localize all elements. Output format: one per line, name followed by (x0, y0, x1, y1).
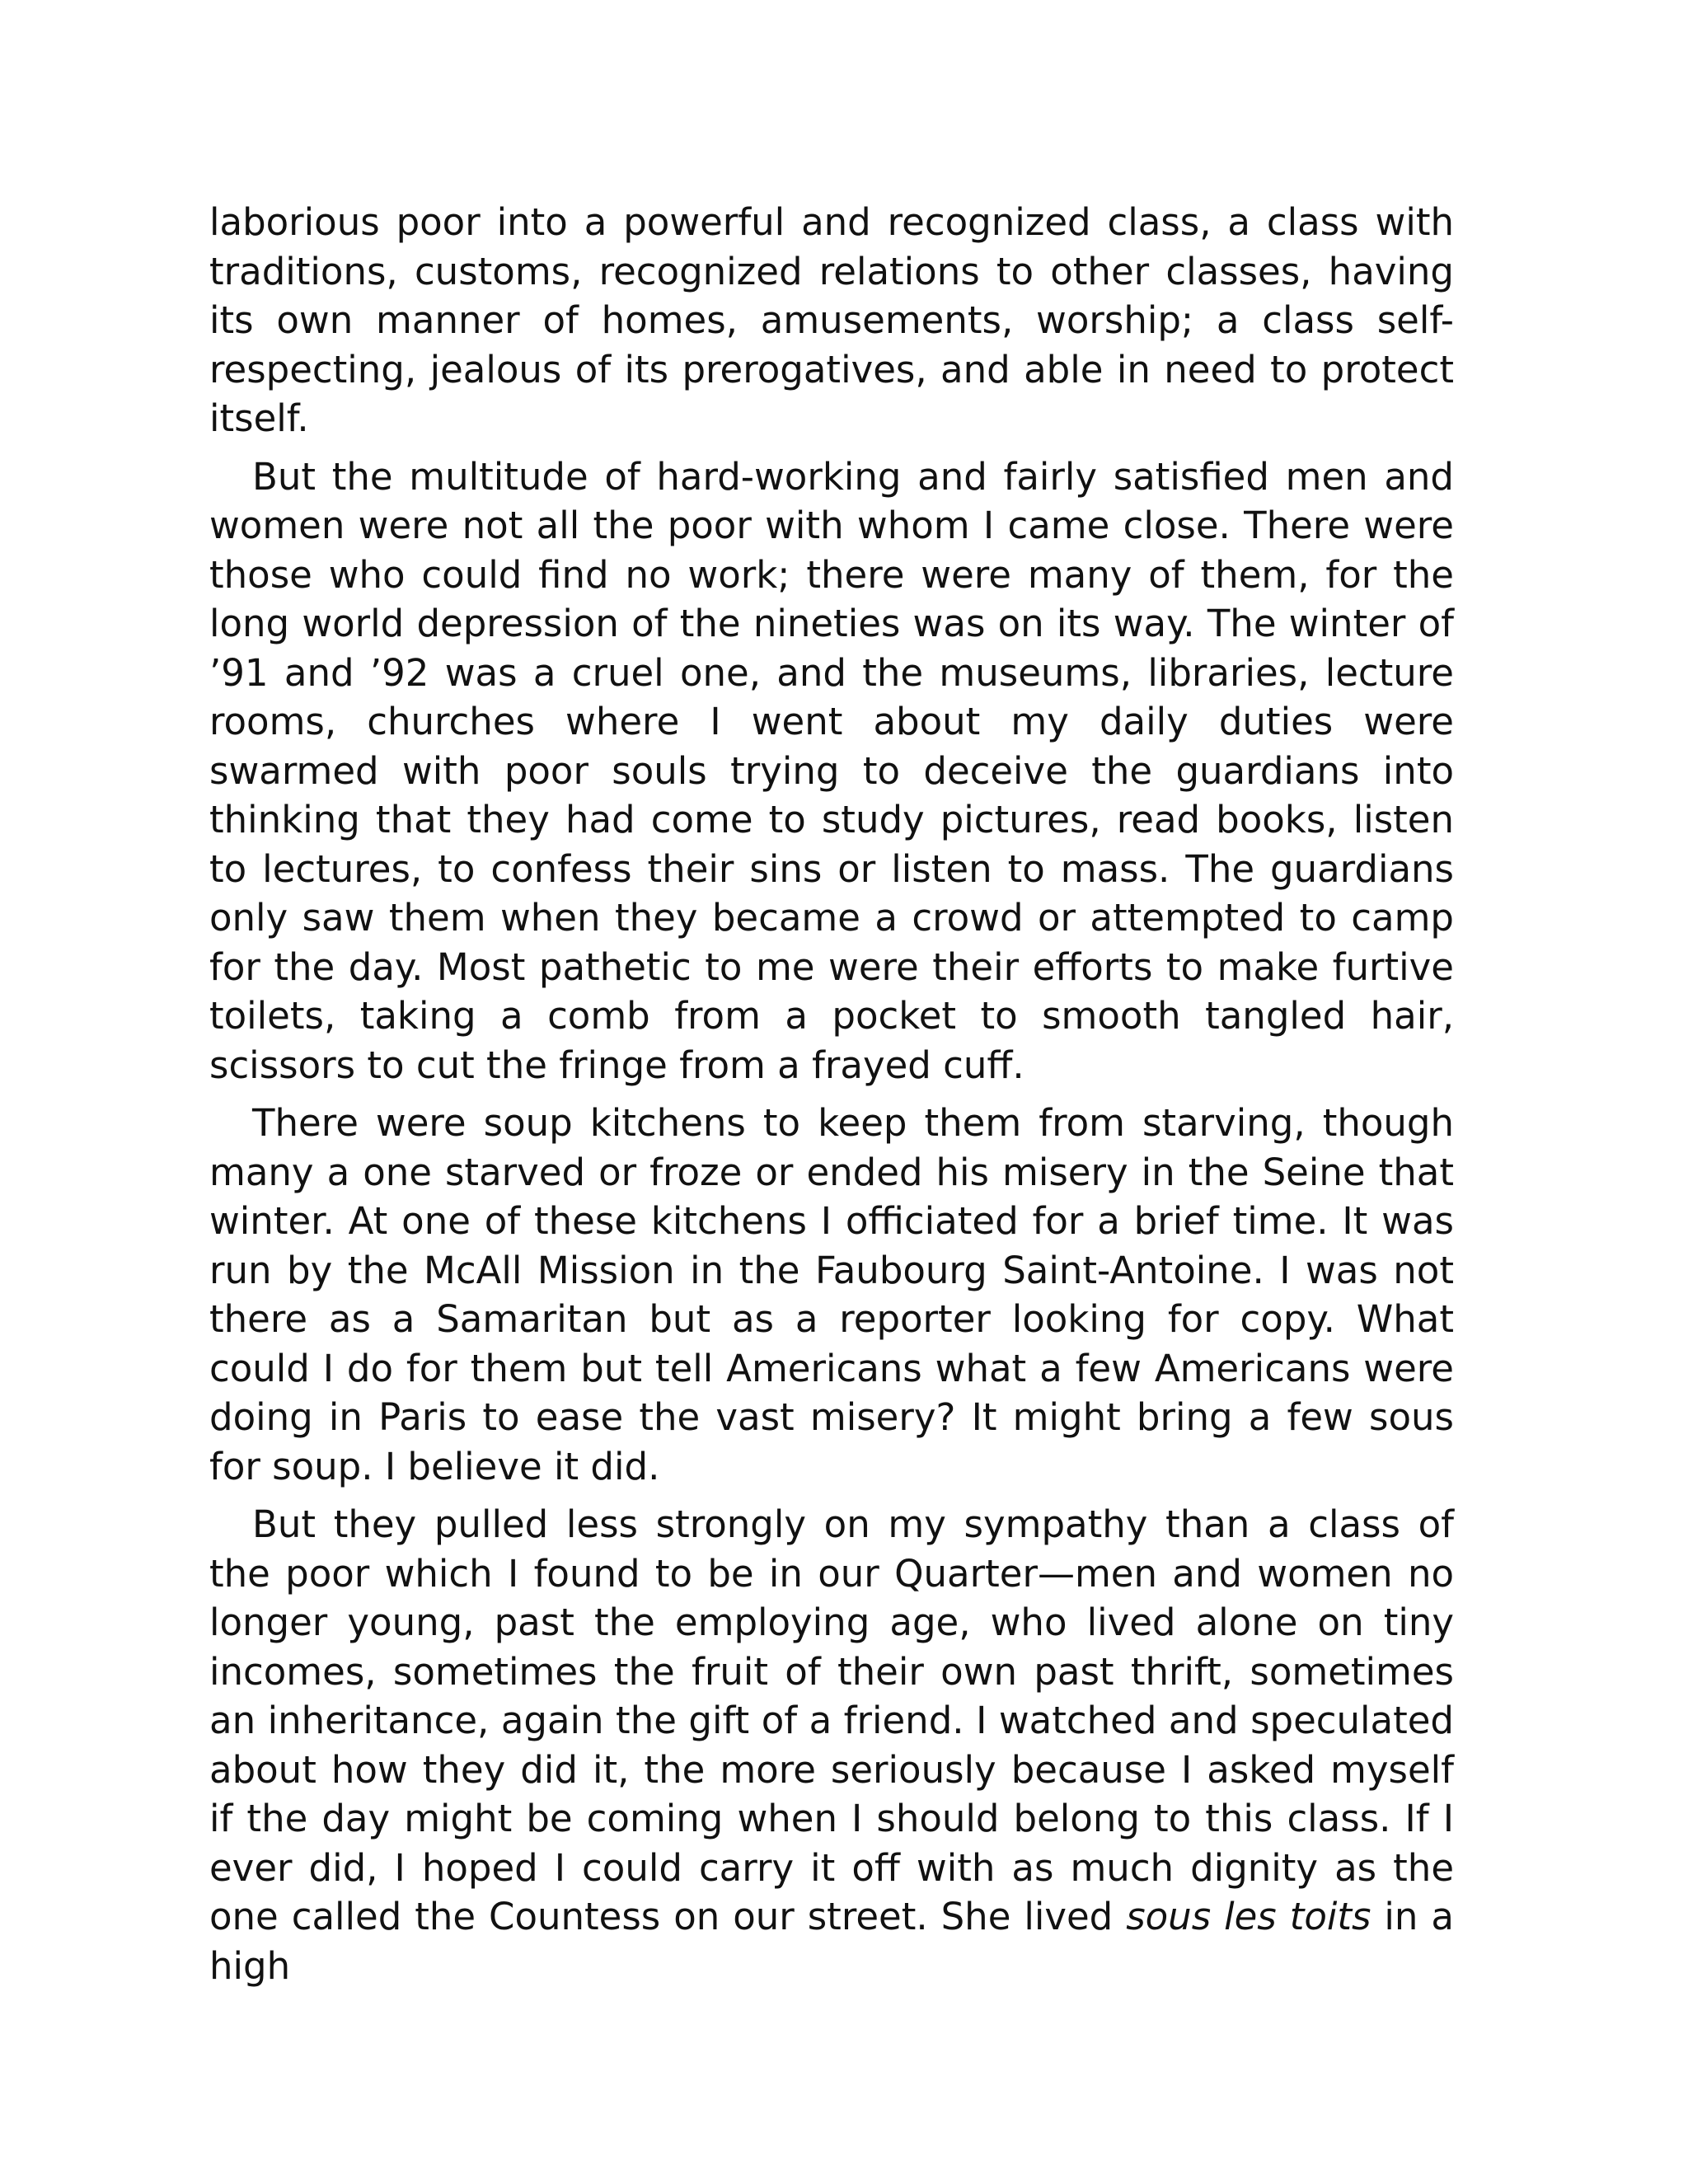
paragraph-1-text: laborious poor into a powerful and recognized class, a class with traditions, customs, recognized relations to other classes, having its own manner of homes, amusements, worship; a class self-respecting, jealous of its prerogatives, and able in need to protect itself. (209, 200, 1454, 440)
paragraph-2-text: But the multitude of hard-working and fairly satisfied men and women were not all the poor with whom I came close. There were those who could find no work; there were many of them, for the long world depression of the nineties was on its way. The winter of ’91 and ’92 was a cruel one, and the museums, libraries, lecture rooms, churches where I went about my daily duties were swarmed with poor souls trying to deceive the guardians into thinking that they had come to study pictures, read books, listen to lectures, to confess their sins or listen to mass. The guardians only saw them when they became a crowd or attempted to camp for the day. Most pathetic to me were their efforts to make furtive toilets, taking a comb from a pocket to smooth tangled hair, scissors to cut the fringe from a frayed cuff. (209, 454, 1454, 1087)
paragraph-4-text-end: in a high (209, 1895, 1454, 1988)
paragraph-4-text: But they pulled less strongly on my sympathy than a class of the poor which I found to be in our Quarter—men and women no longer young, past the employing age, who lived alone on tiny incomes, sometimes the fruit of their own past thrift, sometimes an inheritance, again the gift of a friend. I watched and speculated about how they did it, the more seriously because I asked myself if the day might be coming when I should belong to this class. If I ever did, I hoped I could carry it off with as much dignity as the one called the Countess on our street. She lived (209, 1502, 1454, 1938)
paragraph-3 (209, 1099, 1454, 1491)
paragraph-2 (209, 452, 1454, 1090)
paragraph-4-italic-text: sous les toits (1126, 1895, 1372, 1938)
paragraph-4 (209, 1500, 1454, 1990)
paragraph-1 (209, 198, 1454, 443)
paragraph-3-text: There were soup kitchens to keep them from starving, though many a one starved or froze or ended his misery in the Seine that winter. At one of these kitchens I officiated for a brief time. It was run by the McAll Mission in the Faubourg Saint-Antoine. I was not there as a Samaritan but as a reporter looking for copy. What could I do for them but tell Americans what a few Americans were doing in Paris to ease the vast misery? It might bring a few sous for soup. I believe it did. (209, 1101, 1454, 1488)
body-text (209, 198, 1454, 1999)
